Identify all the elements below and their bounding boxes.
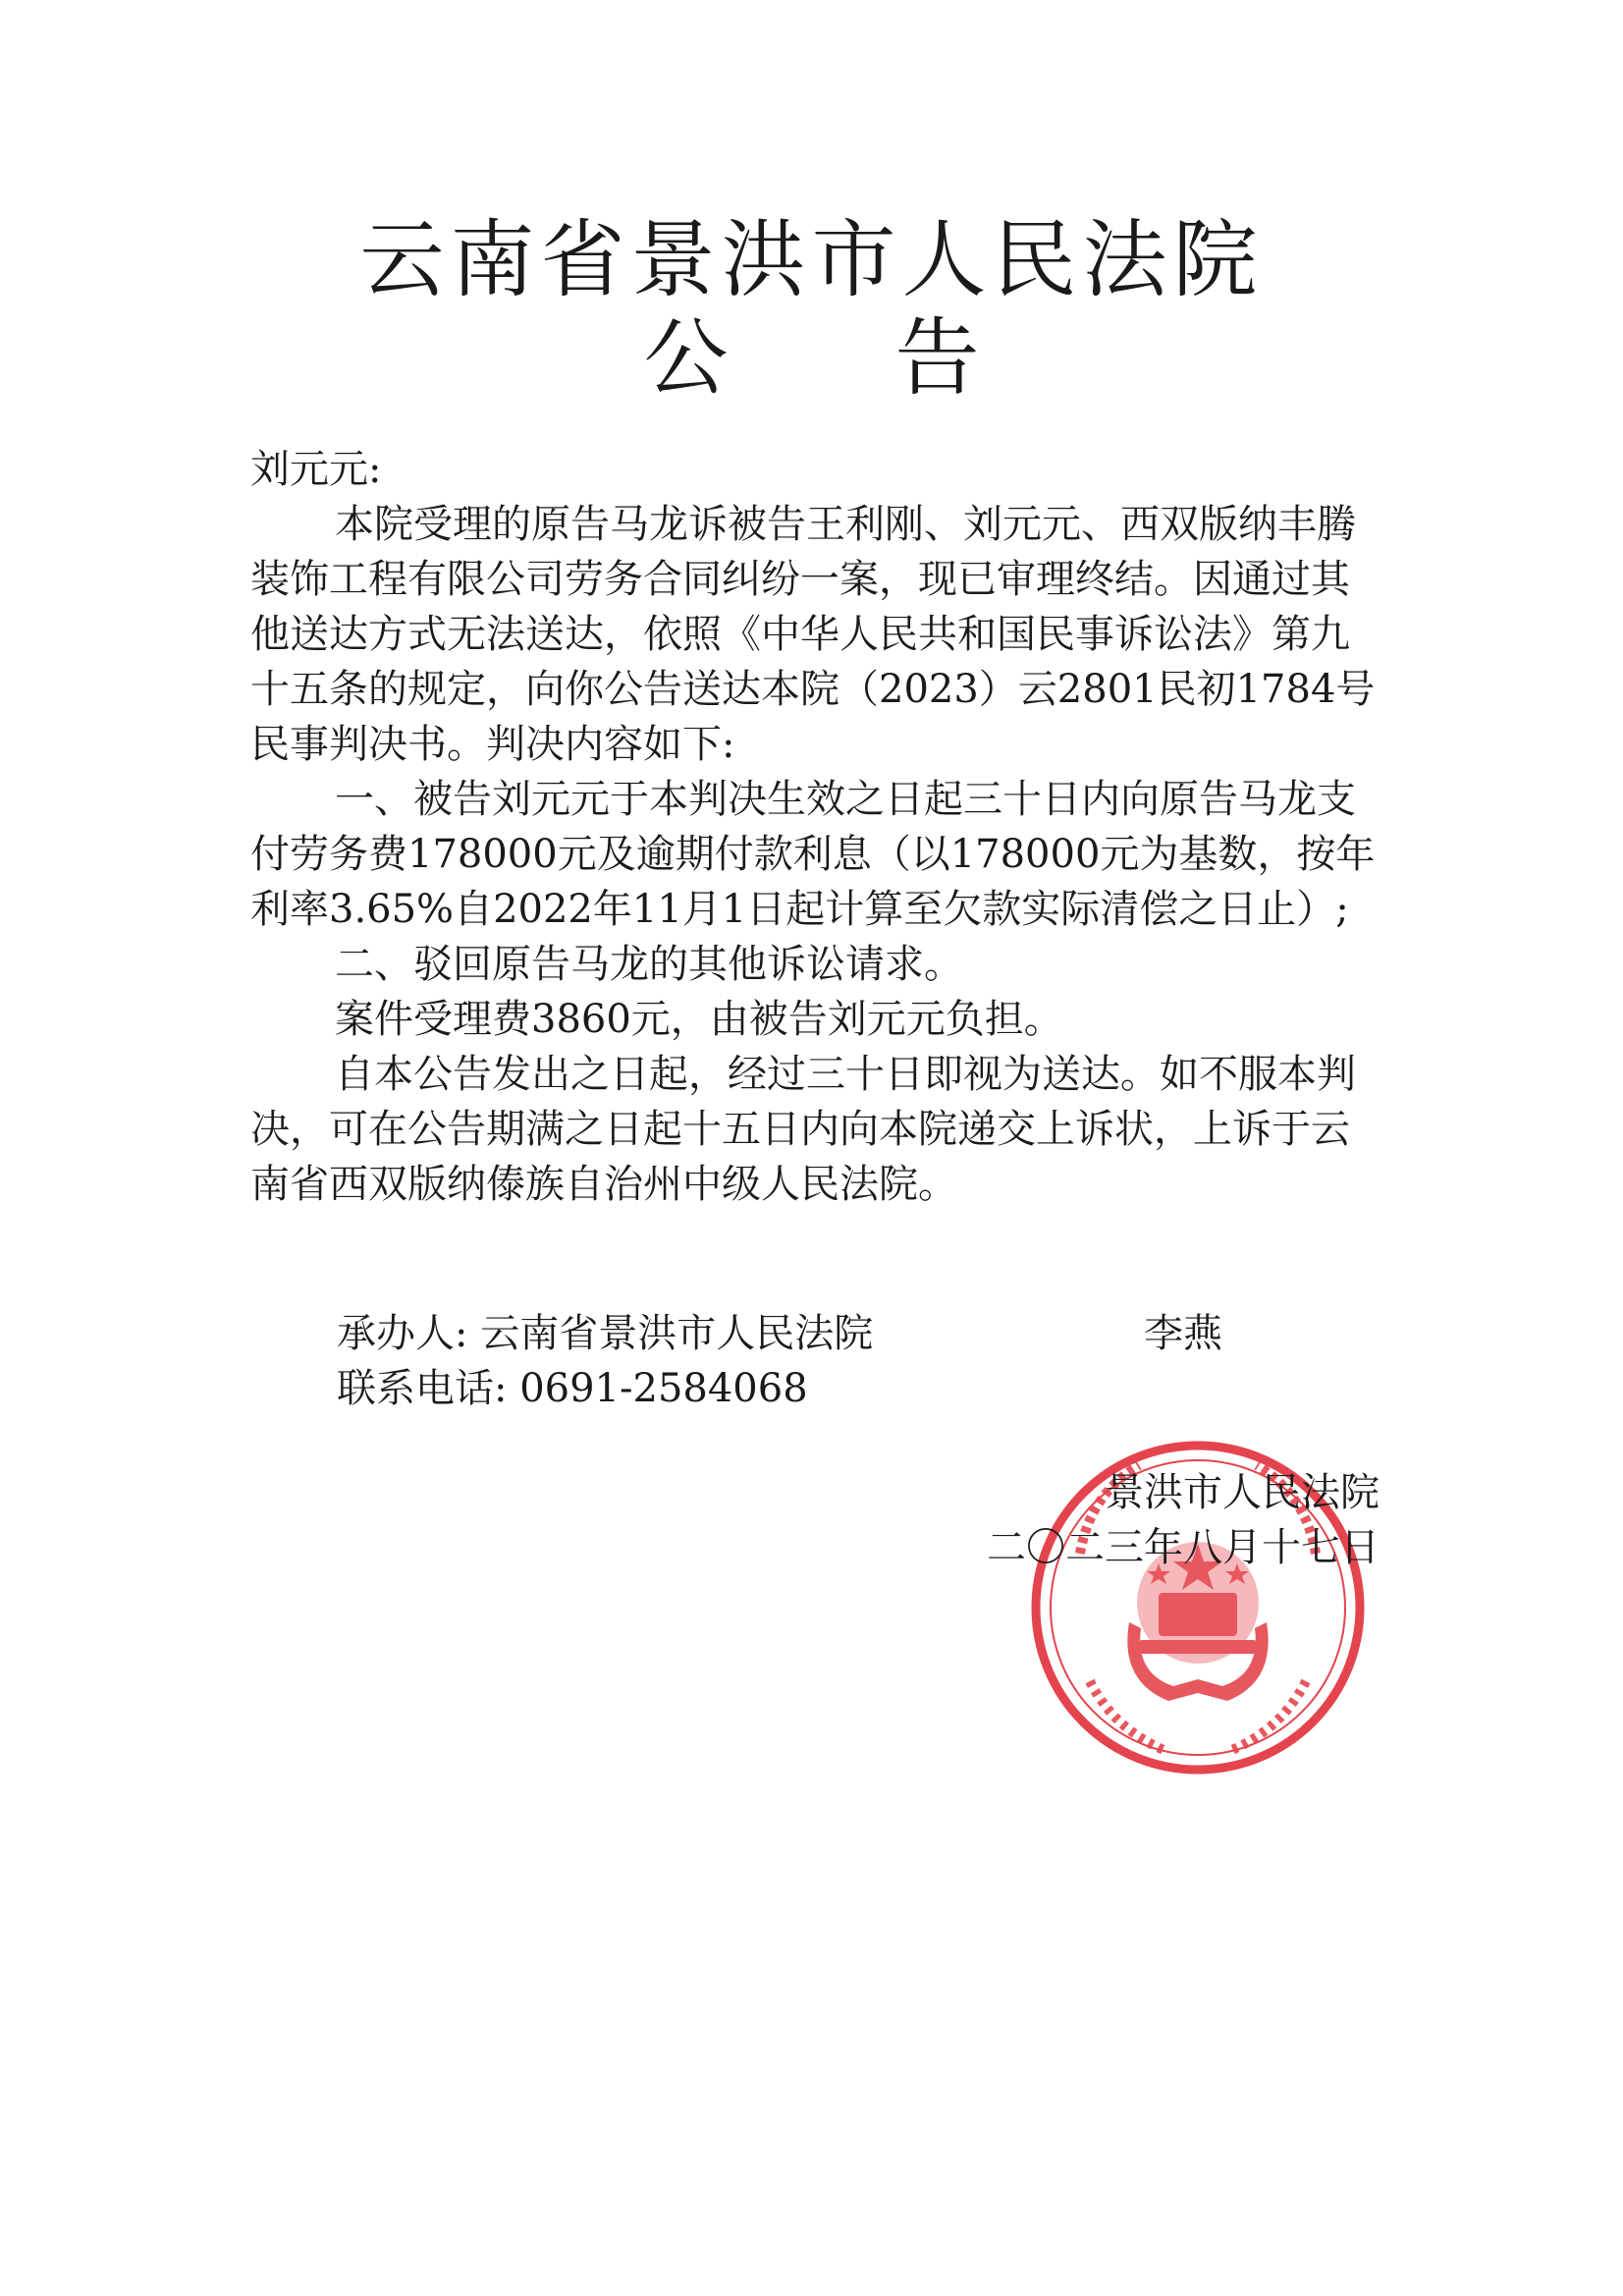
- paragraph-case-fee: 案件受理费3860元，由被告刘元元负担。: [335, 997, 1063, 1042]
- handler-block: [337, 1306, 873, 1416]
- notice-title-char-2: 告: [894, 309, 980, 408]
- paragraph-case-intro: 本院受理的原告马龙诉被告王利刚、刘元元、西双版纳丰腾装饰工程有限公司劳务合同纠纷一案，现已审理终结。因通过其他送达方式无法送达，依照《中华人民共和国民事诉讼法》第九十五条的规定，向你公告送达本院（2023）云2801民初1784号民事判决书。判决内容如下:: [250, 502, 1376, 767]
- paragraph-judgment-1: 一、被告刘元元于本判决生效之日起三十日内向原告马龙支付劳务费178000元及逾期付款利息（以178000元为基数，按年利率3.65%自2022年11月1日起计算至欠款实际清偿之日止）;: [250, 777, 1376, 932]
- handler-line: 承办人: 云南省景洪市人民法院: [337, 1311, 874, 1356]
- paragraph-judgment-2: 二、驳回原告马龙的其他诉讼请求。: [335, 942, 963, 987]
- notice-title: [0, 309, 1623, 408]
- addressee: 刘元元:: [250, 447, 382, 492]
- court-title: 云南省景洪市人民法院: [359, 211, 1264, 309]
- notice-title-char-1: 公: [643, 309, 729, 408]
- judge-name: 李燕: [1144, 1311, 1222, 1356]
- paragraph-appeal: 自本公告发出之日起，经过三十日即视为送达。如不服本判决，可在公告期满之日起十五日内向本院递交上诉状，上诉于云南省西双版纳傣族自治州中级人民法院。: [250, 1052, 1356, 1207]
- signature-date: 二〇二三年八月十七日: [987, 1525, 1380, 1570]
- signature-block: [987, 1465, 1380, 1575]
- signature-court: 景洪市人民法院: [1105, 1470, 1380, 1515]
- notice-body: [250, 442, 1380, 1212]
- phone-line: 联系电话: 0691-2584068: [337, 1366, 808, 1411]
